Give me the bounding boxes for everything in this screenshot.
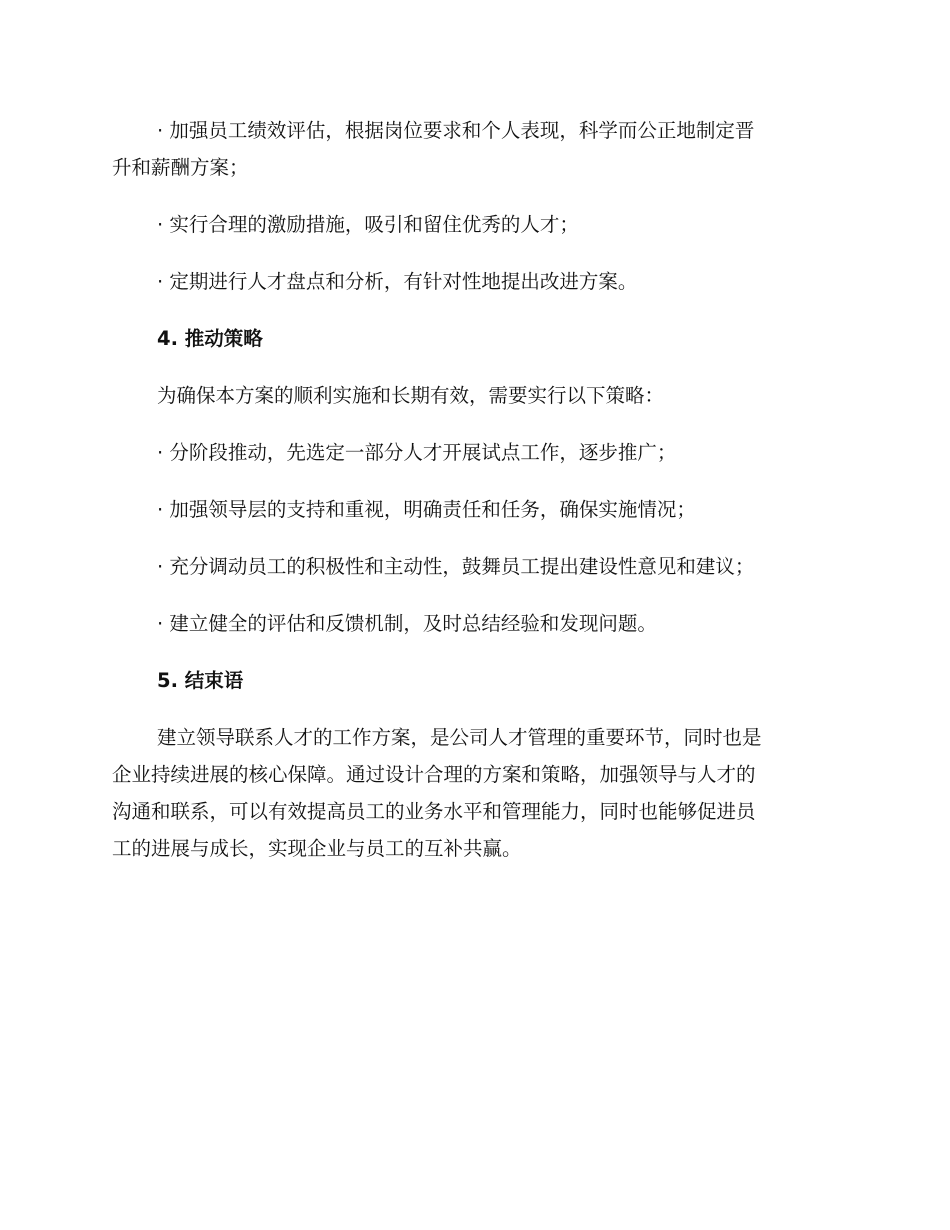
bullet-item-continuation: 升和薪酬方案； (112, 156, 249, 179)
paragraph: 为确保本方案的顺利实施和长期有效，需要实行以下策略： (157, 384, 665, 407)
closing-line: 工的进展与成长，实现企业与员工的互补共赢。 (112, 837, 522, 860)
bullet-item: · 加强员工绩效评估，根据岗位要求和个人表现，科学而公正地制定晋 (157, 119, 755, 142)
bullet-item: · 分阶段推动，先选定一部分人才开展试点工作，逐步推广； (157, 441, 677, 464)
bullet-item: · 实行合理的激励措施，吸引和留住优秀的人才； (157, 213, 579, 236)
closing-line: 企业持续进展的核心保障。通过设计合理的方案和策略，加强领导与人才的 (112, 763, 756, 786)
section-heading: 4. 推动策略 (157, 327, 263, 350)
bullet-item: · 充分调动员工的积极性和主动性，鼓舞员工提出建设性意见和建议； (157, 555, 755, 578)
closing-paragraph (112, 719, 832, 867)
bullet-item: · 定期进行人才盘点和分析，有针对性地提出改进方案。 (157, 270, 638, 293)
closing-line: 建立领导联系人才的工作方案，是公司人才管理的重要环节，同时也是 (157, 726, 762, 749)
document-body (112, 112, 832, 867)
section-heading: 5. 结束语 (157, 669, 244, 692)
bullet-item: · 加强领导层的支持和重视，明确责任和任务，确保实施情况； (157, 498, 696, 521)
bullet-item: · 建立健全的评估和反馈机制，及时总结经验和发现问题。 (157, 612, 657, 635)
closing-line: 沟通和联系，可以有效提高员工的业务水平和管理能力，同时也能够促进员 (112, 800, 756, 823)
